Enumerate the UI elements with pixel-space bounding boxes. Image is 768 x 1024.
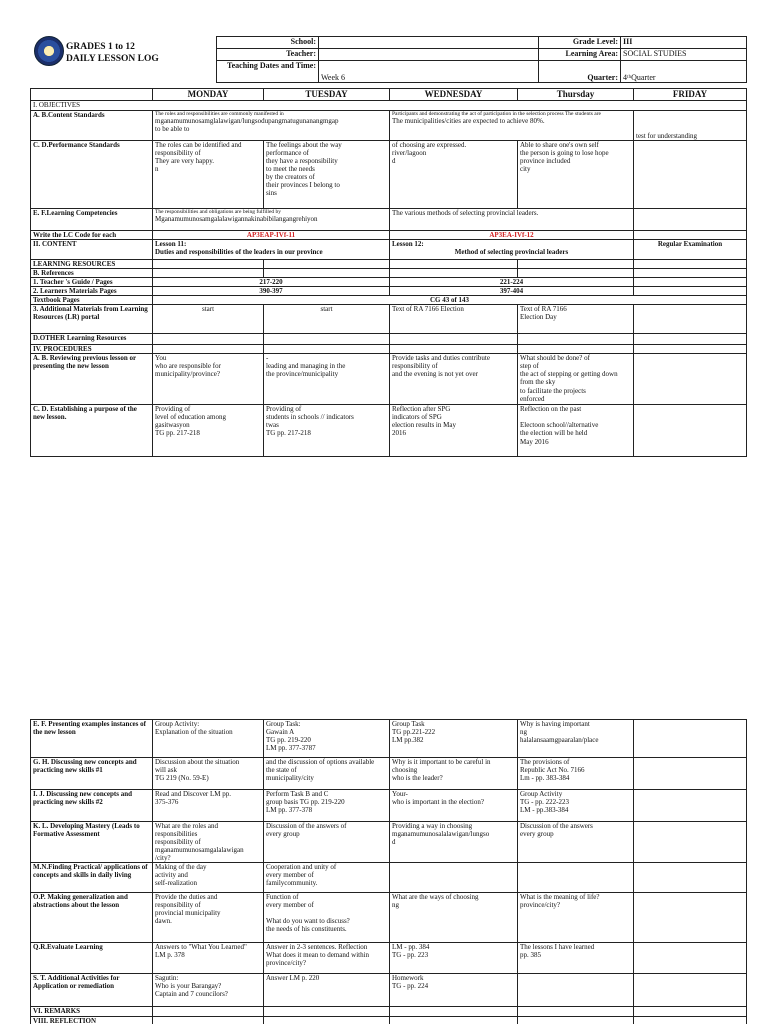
learners-materials-label: 2. Learners Materials Pages xyxy=(31,287,153,296)
discuss1-tue: and the discussion of options available the state of municipality/city xyxy=(264,758,390,790)
teacher-value xyxy=(319,49,539,61)
evaluate-tue: Answer in 2-3 sentences. Reflection What does it mean to demand within province/city? xyxy=(264,943,390,974)
lm-pages-wed: 397-404 xyxy=(390,287,634,296)
references-label: B. References xyxy=(31,269,153,278)
performance-thu: Able to share one's own self the person is going to lose hope province included city xyxy=(518,141,634,209)
lc-code-mon: AP3EAP-IVf-11 xyxy=(153,231,390,240)
generalization-mon: Provide the duties and responsibility of provincial municipality dawn. xyxy=(153,893,264,943)
additional-act-mon: Sagutin: Who is your Barangay? Captain and 7 councilors? xyxy=(153,974,264,1007)
mastery-tue: Discussion of the answers of every group xyxy=(264,822,390,863)
evaluate-wed: LM - pp. 384 TG - pp. 223 xyxy=(390,943,518,974)
header-info-table xyxy=(216,36,747,83)
review-mon: You who are responsible for municipality/province? xyxy=(153,354,264,405)
discuss1-wed: Why is it important to be careful in choosing who is the leader? xyxy=(390,758,518,790)
additional-act-wed: Homework TG - pp. 224 xyxy=(390,974,518,1007)
additional-activities-label: S. T. Additional Activities for Application or remediation xyxy=(31,974,153,1007)
examples-wed: Group Task TG pp.221-222 LM pp.382 xyxy=(390,720,518,758)
discussing-1-label: G. H. Discussing new concepts and practicing new skills #1 xyxy=(31,758,153,790)
teacher-label: Teacher: xyxy=(217,49,319,61)
discuss2-wed: Your- who is important in the election? xyxy=(390,790,518,822)
objectives-heading: I. OBJECTIVES xyxy=(31,101,747,111)
other-resources-label: D.OTHER Learning Resources xyxy=(31,334,153,345)
competencies-label: E. F.Learning Competencies xyxy=(31,209,153,231)
content-standards-fri: test for understanding xyxy=(634,111,747,141)
discuss1-thu: The provisions of Republic Act No. 7166 Lm - pp. 383-384 xyxy=(518,758,634,790)
procedures-label: IV. PROCEDURES xyxy=(31,345,153,354)
additional-wed: Text of RA 7166 Election xyxy=(390,305,518,334)
teaching-dates-label: Teaching Dates and Time: xyxy=(217,61,319,83)
lc-code-wed: AP3EA-IVf-12 xyxy=(390,231,634,240)
content-standards-label: A. B.Content Standards xyxy=(31,111,153,141)
tg-pages-wed: 221-224 xyxy=(390,278,634,287)
additional-mon: start xyxy=(153,305,264,334)
additional-tue: start xyxy=(264,305,390,334)
remarks-label: VI. REMARKS xyxy=(31,1007,153,1017)
reviewing-label: A. B. Reviewing previous lesson or presenting the new lesson xyxy=(31,354,153,405)
teachers-guide-label: 1. Teacher 's Guide / Pages xyxy=(31,278,153,287)
evaluate-mon: Answers to "What You Learned" LM p. 378 xyxy=(153,943,264,974)
examples-label: E. F. Presenting examples instances of the new lesson xyxy=(31,720,153,758)
discuss2-tue: Perform Task B and C group basis TG pp. 219-220 LM pp. 377-378 xyxy=(264,790,390,822)
content-standards-wed: Participants and demonstrating the act of participation in the selection process The students are The municipalities/cities are expected to achieve 80%. xyxy=(390,111,634,141)
applications-mon: Making of the day activity and self-realization xyxy=(153,863,264,893)
additional-materials-label: 3. Additional Materials from Learning Resources (LR) portal xyxy=(31,305,153,334)
content-standards-mon: The roles and responsibilities are commonly manifested in mganamumunosamglalawigan/lungsodupangmatugunanangmgap to be able to xyxy=(153,111,390,141)
additional-act-tue: Answer LM p. 220 xyxy=(264,974,390,1007)
examples-thu: Why is having important ng halalansaamgpaaralan/place xyxy=(518,720,634,758)
lc-code-label: Write the LC Code for each xyxy=(31,231,153,240)
mastery-label: K. L. Developing Mastery (Leads to Formative Assessment xyxy=(31,822,153,863)
learning-area-value: SOCIAL STUDIES xyxy=(621,49,747,61)
applications-tue: Cooperation and unity of every member of familycommunity. xyxy=(264,863,390,893)
performance-wed: of choosing are expressed. river/lagoon d xyxy=(390,141,518,209)
purpose-thu: Reflection on the past Electoon school//alternative the election will be held May 2016 xyxy=(518,405,634,457)
generalization-label: O.P. Making generalization and abstractions about the lesson xyxy=(31,893,153,943)
mastery-wed: Providing a way in choosing mganamumunosalalawigan/lungso d xyxy=(390,822,518,863)
purpose-tue: Providing of students in schools // indicators twas TG pp. 217-218 xyxy=(264,405,390,457)
purpose-mon: Providing of level of education among gasitwasyon TG pp. 217-218 xyxy=(153,405,264,457)
reflection-label: VIII. REFLECTION xyxy=(31,1017,153,1024)
competencies-mon: The responsibilities and obligations are being fulfilled by Mganamumunosamgalalawigannakinabibilangangrehiyon xyxy=(153,209,390,231)
lm-pages-mon: 390-397 xyxy=(153,287,390,296)
day-header-tuesday: TUESDAY xyxy=(264,89,390,101)
purpose-label: C. D. Establishing a purpose of the new lesson. xyxy=(31,405,153,457)
examples-mon: Group Activity: Explanation of the situation xyxy=(153,720,264,758)
discuss1-mon: Discussion about the situation will ask TG 219 (No. 59-E) xyxy=(153,758,264,790)
day-header-monday: MONDAY xyxy=(153,89,264,101)
evaluate-thu: The lessons I have learned pp. 385 xyxy=(518,943,634,974)
quarter-label: Quarter: xyxy=(539,61,621,83)
mastery-thu: Discussion of the answers every group xyxy=(518,822,634,863)
day-header-friday: FRIDAY xyxy=(634,89,747,101)
textbook-label: Textbook Pages xyxy=(31,296,153,305)
review-tue: - leading and managing in the the province/municipality xyxy=(264,354,390,405)
regular-exam: Regular Examination xyxy=(634,240,747,260)
performance-standards-label: C. D.Performance Standards xyxy=(31,141,153,209)
performance-mon: The roles can be identified and responsibility of They are very happy. n xyxy=(153,141,264,209)
lesson-11: Lesson 11: Duties and responsibilities of the leaders in our province xyxy=(153,240,390,260)
learning-area-label: Learning Area: xyxy=(539,49,621,61)
quarter-value: 4ᵗʰQuarter xyxy=(621,61,747,83)
competencies-wed: The various methods of selecting provincial leaders. xyxy=(390,209,634,231)
evaluate-label: Q.R.Evaluate Learning xyxy=(31,943,153,974)
school-value xyxy=(319,37,539,49)
generalization-thu: What is the meaning of life? province/city? xyxy=(518,893,634,943)
discuss2-thu: Group Activity TG - pp. 222-223 LM - pp.383-384 xyxy=(518,790,634,822)
additional-thu: Text of RA 7166 Election Day xyxy=(518,305,634,334)
lesson-log-table-bottom xyxy=(30,719,747,1024)
generalization-wed: What are the ways of choosing ng xyxy=(390,893,518,943)
applications-label: M.N.Finding Practical/ applications of concepts and skills in daily living xyxy=(31,863,153,893)
mastery-mon: What are the roles and responsibilities responsibility of mganamumunosamgalalawigan /city? xyxy=(153,822,264,863)
review-thu: What should be done? of step of the act of stepping or getting down from the sky to facilitate the projects enforced xyxy=(518,354,634,405)
lesson-log-table-top xyxy=(30,88,747,457)
review-wed: Provide tasks and duties contribute responsibility of and the evening is not yet over xyxy=(390,354,518,405)
grade-level-label: Grade Level: xyxy=(539,37,621,49)
deped-seal-icon xyxy=(34,36,64,66)
day-header-thursday: Thursday xyxy=(518,89,634,101)
learning-resources-label: LEARNING RESOURCES xyxy=(31,260,153,269)
generalization-tue: Function of every member of What do you want to discuss? the needs of his constituents. xyxy=(264,893,390,943)
day-header-wednesday: WEDNESDAY xyxy=(390,89,518,101)
examples-tue: Group Task: Gawain A TG pp. 219-220 LM pp. 377-3787 xyxy=(264,720,390,758)
performance-tue: The feelings about the way performance of they have a responsibility to meet the needs by the creators of their provinces I belong to sins xyxy=(264,141,390,209)
tg-pages-mon: 217-220 xyxy=(153,278,390,287)
school-label: School: xyxy=(217,37,319,49)
teaching-dates-value: Week 6 xyxy=(319,61,539,83)
grade-level-value: III xyxy=(621,37,747,49)
purpose-wed: Reflection after SPG indicators of SPG election results in May 2016 xyxy=(390,405,518,457)
discussing-2-label: I. J. Discussing new concepts and practicing new skills #2 xyxy=(31,790,153,822)
document-title: GRADES 1 to 12 DAILY LESSON LOG xyxy=(66,42,159,65)
content-label: II. CONTENT xyxy=(31,240,153,260)
lesson-12: Lesson 12: Method of selecting provincial leaders xyxy=(390,240,634,260)
discuss2-mon: Read and Discover LM pp. 375-376 xyxy=(153,790,264,822)
textbook-value: CG 43 of 143 xyxy=(153,296,747,305)
